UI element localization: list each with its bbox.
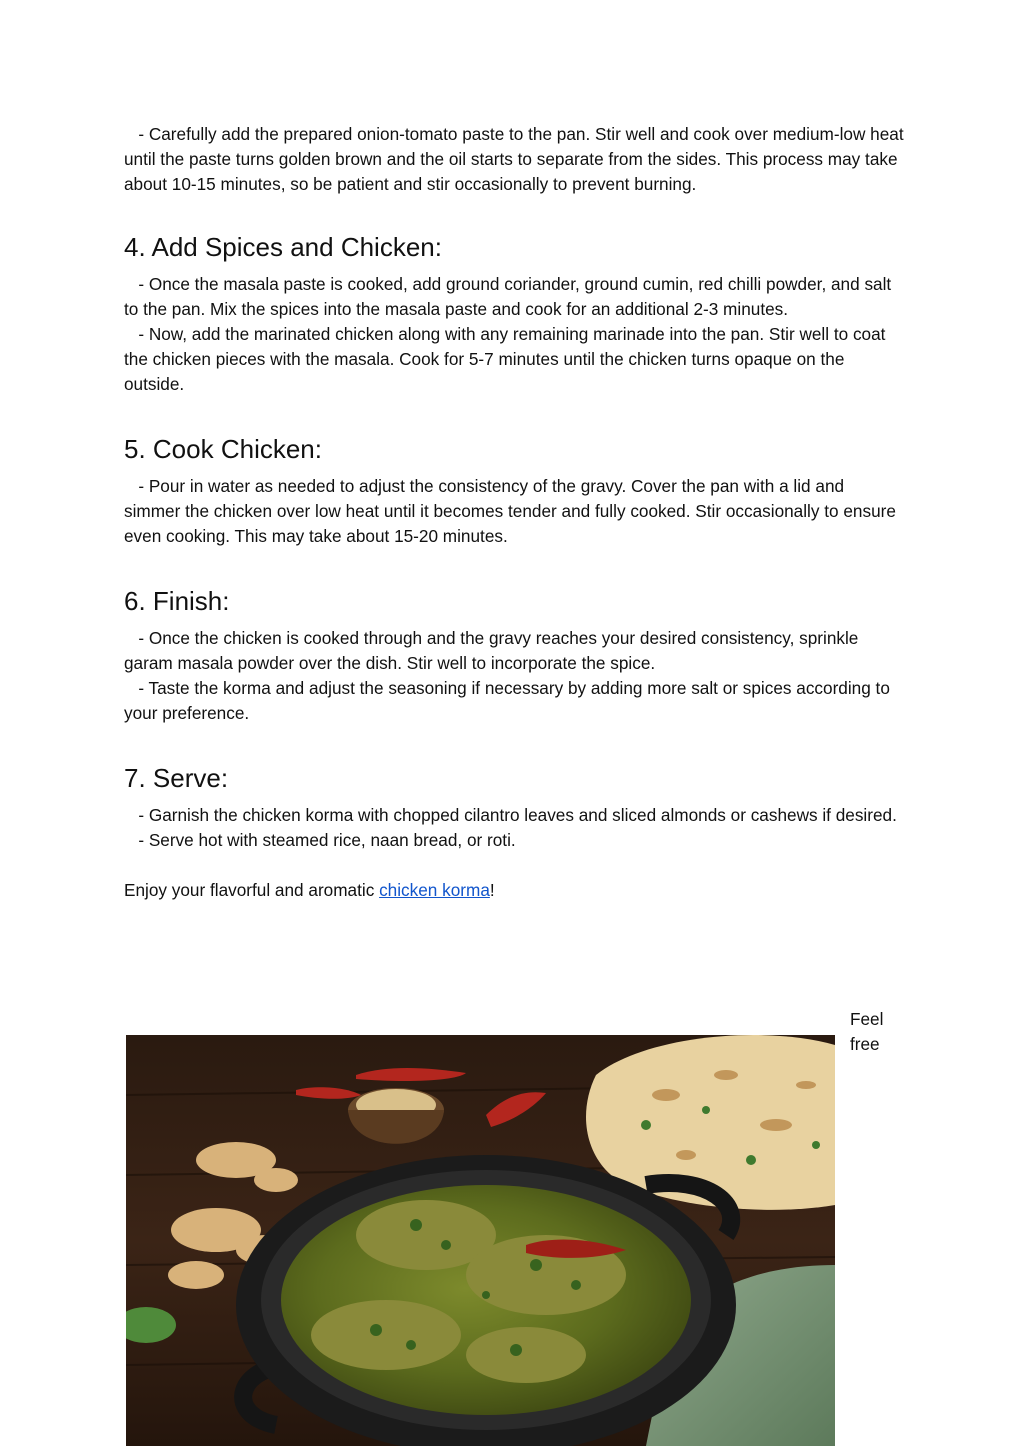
document-body [124, 122, 909, 903]
step-7-heading: 7. Serve: [124, 763, 229, 793]
food-photo-illustration [126, 1035, 835, 1446]
step-4-heading: 4. Add Spices and Chicken: [124, 232, 442, 262]
side-text-line-1: Feel [850, 1009, 884, 1029]
enjoy-suffix: ! [489, 880, 495, 900]
step-7-paragraph-2: - Serve hot with steamed rice, naan bread, or roti. [124, 830, 516, 850]
side-text [850, 1007, 910, 1057]
step-4-paragraph-2: - Now, add the marinated chicken along with any remaining marinade into the pan. Stir well to coat the chicken pieces with the masala. Cook for 5-7 minutes until the chicken turns opaque on the outside. [124, 324, 891, 394]
chicken-korma-photo [126, 1035, 835, 1446]
step-5-heading: 5. Cook Chicken: [124, 434, 322, 464]
step-4-paragraph-1: - Once the masala paste is cooked, add ground coriander, ground cumin, red chilli powder, and salt to the pan. Mix the spices into the masala paste and cook for an additional 2-3 minutes. [124, 274, 896, 319]
enjoy-prefix: Enjoy your flavorful and aromatic [124, 880, 380, 900]
step-6-paragraph-1: - Once the chicken is cooked through and the gravy reaches your desired consistency, sprinkle garam masala powder over the dish. Stir well to incorporate the spice. [124, 628, 864, 673]
step-6-paragraph-2: - Taste the korma and adjust the seasoning if necessary by adding more salt or spices according to your preference. [124, 678, 895, 723]
chicken-korma-link[interactable]: chicken korma [379, 880, 490, 900]
intro-paragraph: - Carefully add the prepared onion-tomato paste to the pan. Stir well and cook over medium-low heat until the paste turns golden brown and the oil starts to separate from the sides. This process may take about 10-15 minutes, so be patient and stir occasionally to prevent burning. [124, 124, 909, 194]
step-5-paragraph-1: - Pour in water as needed to adjust the consistency of the gravy. Cover the pan with a lid and simmer the chicken over low heat until it becomes tender and fully cooked. Stir occasionally to ensure even cooking. This may take about 15-20 minutes. [124, 476, 901, 546]
step-7-paragraph-1: - Garnish the chicken korma with chopped cilantro leaves and sliced almonds or cashews if desired. [124, 805, 897, 825]
step-6-heading: 6. Finish: [124, 586, 230, 616]
enjoy-line [124, 878, 904, 903]
side-text-line-2: free [850, 1034, 880, 1054]
